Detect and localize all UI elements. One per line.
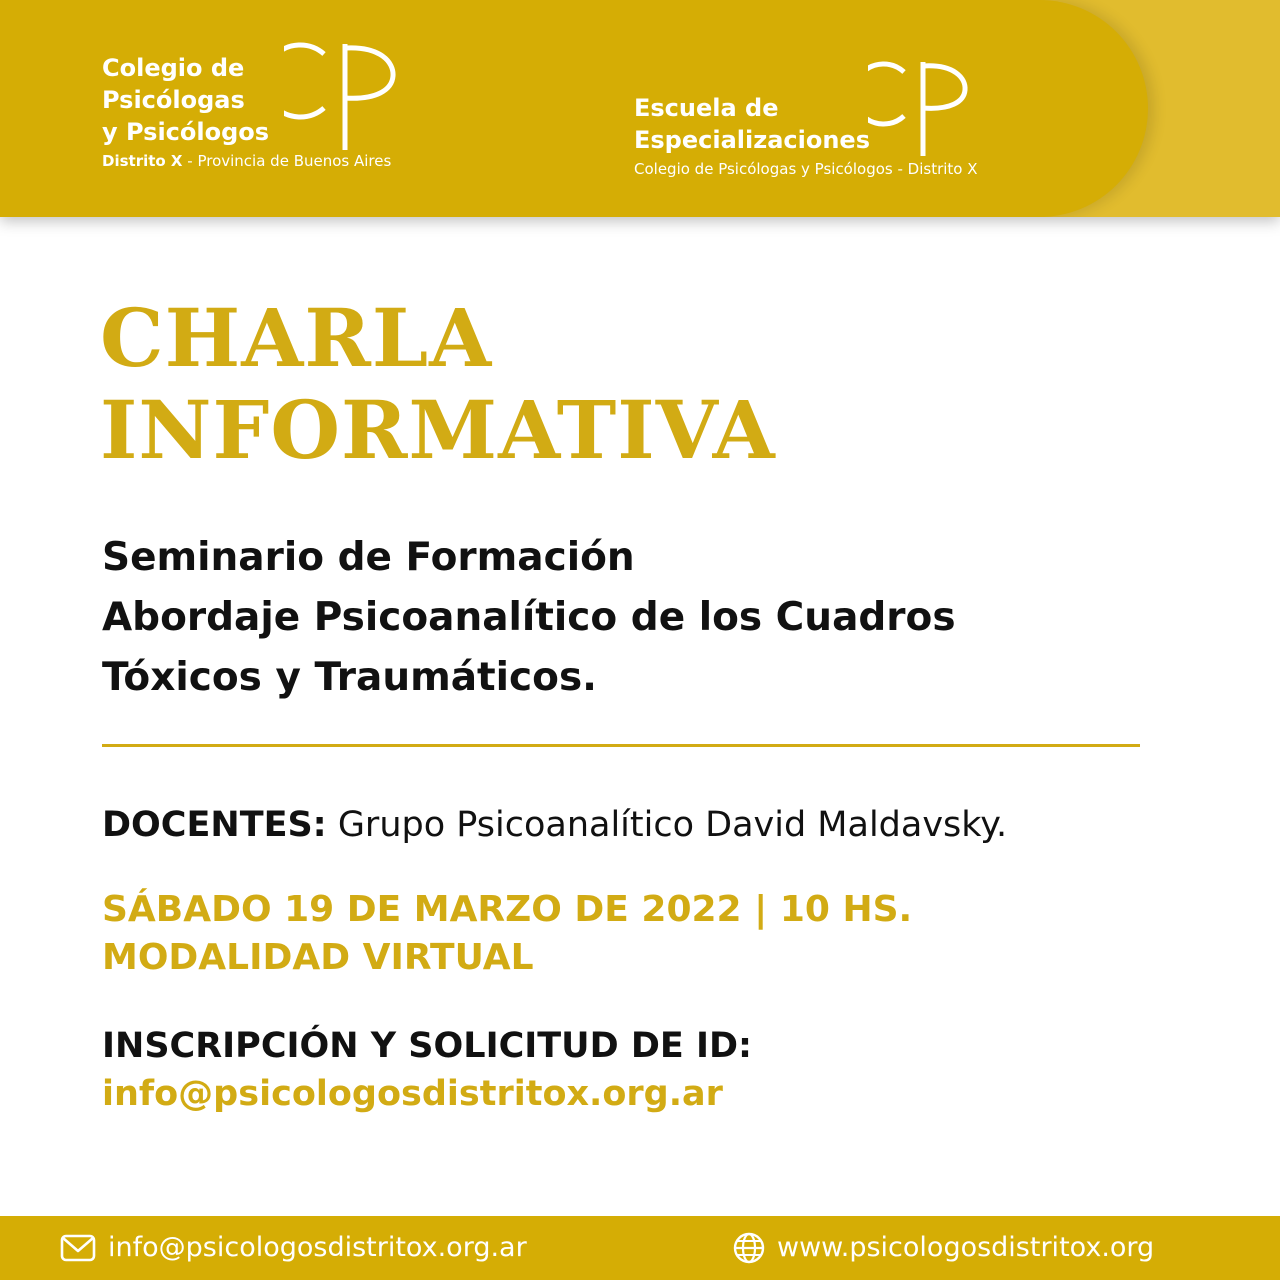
divider bbox=[102, 744, 1140, 747]
footer-website-link[interactable] bbox=[733, 1228, 1154, 1268]
footer-email-link[interactable] bbox=[60, 1228, 527, 1268]
main-title-line1: CHARLA bbox=[100, 291, 493, 385]
logo-colegio-subtitle bbox=[102, 152, 391, 170]
docentes-label: DOCENTES: bbox=[102, 805, 327, 845]
footer-email-text: info@psicologosdistritox.org.ar bbox=[108, 1232, 527, 1263]
docentes-value: Grupo Psicoanalítico David Maldavsky. bbox=[326, 805, 1008, 845]
header-banner bbox=[0, 0, 1280, 217]
footer-bar bbox=[0, 1216, 1280, 1280]
cp-monogram-icon bbox=[284, 40, 400, 152]
event-date-line: SÁBADO 19 DE MARZO DE 2022 | 10 HS. bbox=[102, 889, 913, 930]
registration-email[interactable]: info@psicologosdistritox.org.ar bbox=[102, 1074, 723, 1114]
seminar-line1: Seminario de Formación bbox=[102, 535, 635, 580]
envelope-icon bbox=[60, 1234, 96, 1262]
footer-website-text: www.psicologosdistritox.org bbox=[777, 1232, 1155, 1263]
logo-colegio-name: Colegio de Psicólogas y Psicólogos bbox=[102, 54, 270, 146]
event-date bbox=[102, 886, 912, 982]
logo-colegio-province: - Provincia de Buenos Aires bbox=[182, 152, 392, 170]
docentes bbox=[102, 800, 1007, 850]
event-modality: MODALIDAD VIRTUAL bbox=[102, 937, 534, 978]
registration bbox=[102, 1022, 752, 1118]
logo-escuela-name: Escuela de Especializaciones bbox=[634, 94, 870, 154]
cp-monogram-icon bbox=[868, 58, 972, 158]
logo-colegio-district: Distrito X bbox=[102, 152, 183, 170]
globe-icon bbox=[733, 1232, 765, 1264]
logo-escuela-subtitle: Colegio de Psicólogas y Psicólogos - Distrito X bbox=[634, 160, 978, 178]
main-title-line2: INFORMATIVA bbox=[100, 383, 776, 477]
registration-label: INSCRIPCIÓN Y SOLICITUD DE ID: bbox=[102, 1026, 753, 1066]
seminar-line3: Tóxicos y Traumáticos. bbox=[102, 655, 597, 700]
seminar-title bbox=[102, 528, 1182, 708]
main-title bbox=[100, 292, 776, 476]
seminar-line2: Abordaje Psicoanalítico de los Cuadros bbox=[102, 595, 956, 640]
